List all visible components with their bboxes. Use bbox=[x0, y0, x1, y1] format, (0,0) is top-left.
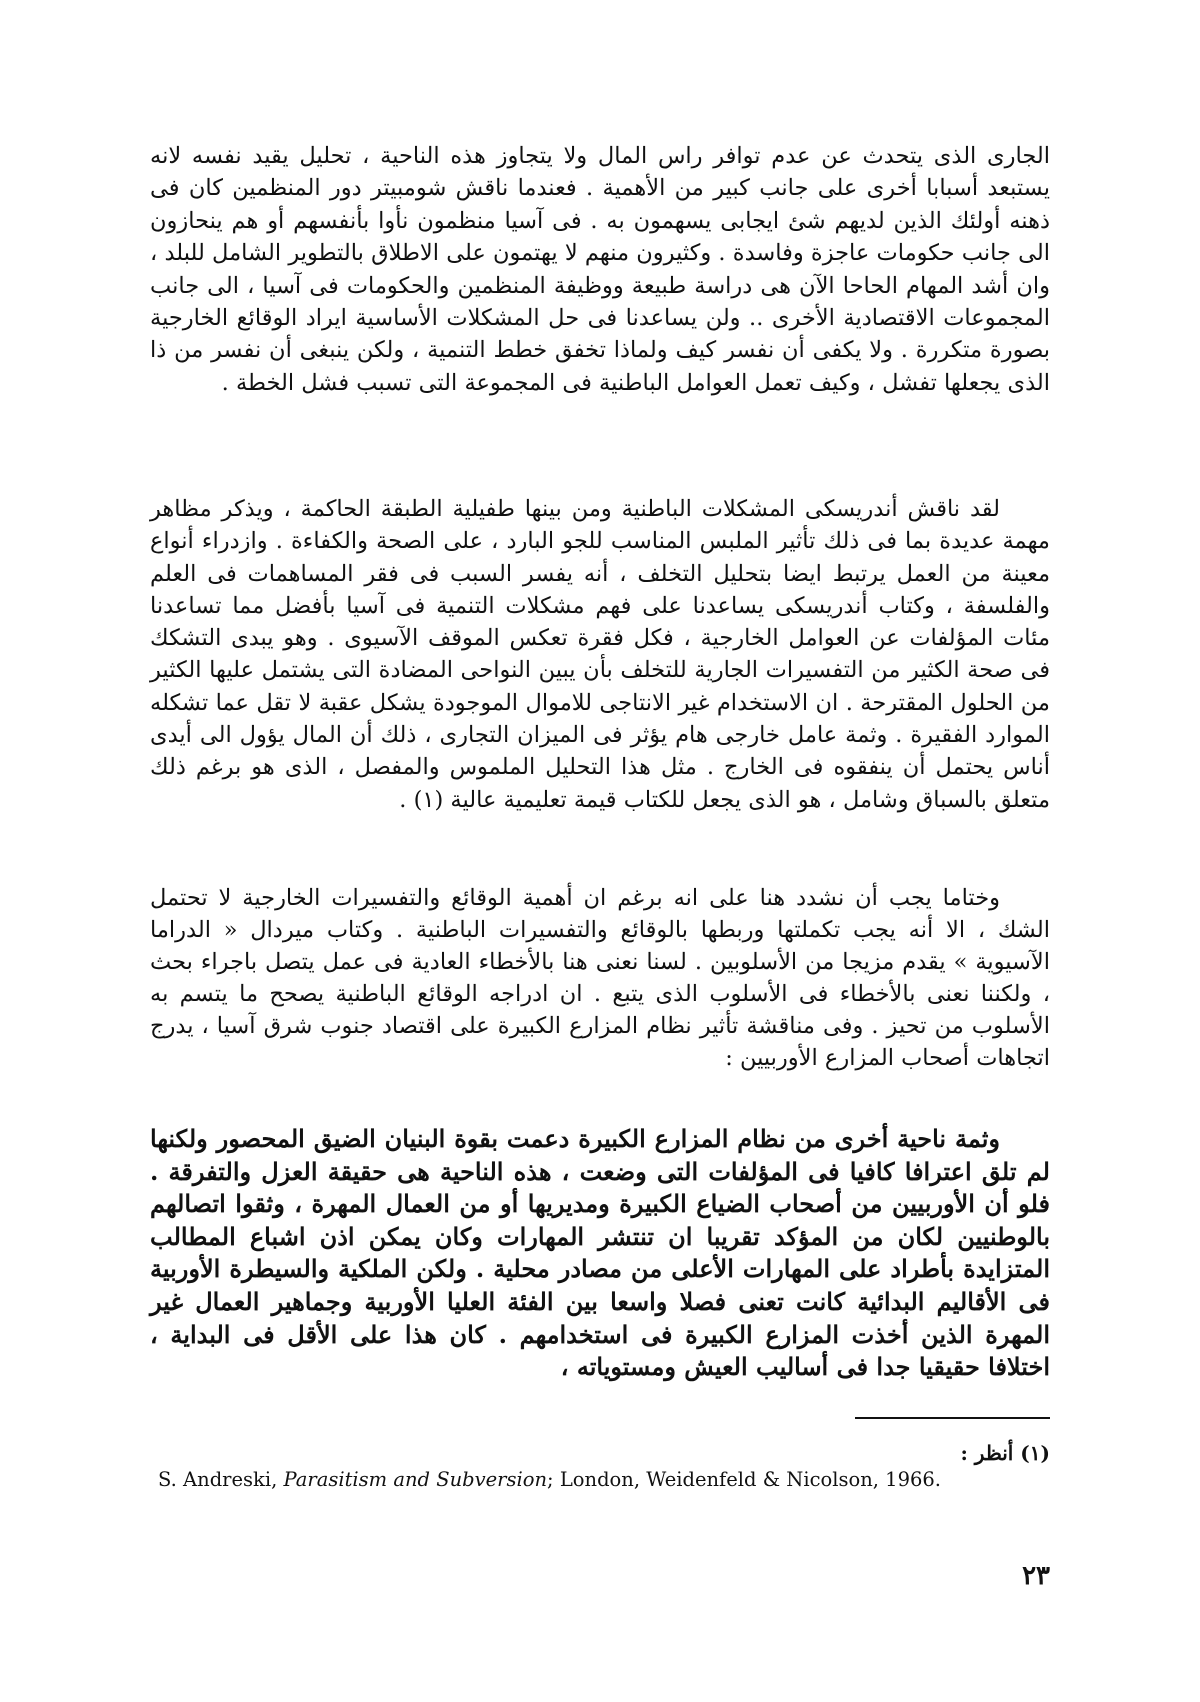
paragraph-3: وختاما يجب أن نشدد هنا على انه برغم ان أهمية الوقائع والتفسيرات الخارجية لا تحتمل الشك ، الا أنه يجب تكملتها وربطها بالوقائع والتفسيرات الباطنية . وكتاب ميردال « الدراما الآسيوية » يقدم مزيجا من الأسلوبين . لسنا نعنى هنا بالأخطاء العادية فى عمل يتصل باجراء بحث ، ولكننا نعنى بالأخطاء فى الأسلوب الذى يتبع . ان ادراجه الوقائع الباطنية يصحح ما يتسم به الأسلوب من تحيز . وفى مناقشة تأثير نظام المزارع الكبيرة على اقتصاد جنوب شرق آسيا ، يدرج اتجاهات أصحاب المزارع الأوربيين : bbox=[150, 885, 1050, 1071]
footnote-label: (١) أنظر : bbox=[960, 1441, 1050, 1465]
paragraph-2: لقد ناقش أندريسكى المشكلات الباطنية ومن بينها طفيلية الطبقة الحاكمة ، ويذكر مظاهر مهمة عديدة بما فى ذلك تأثير الملبس المناسب للجو البارد ، على الصحة والكفاءة . وازدراء أنواع معينة من العمل يرتبط ايضا بتحليل التخلف ، أنه يفسر السبب فى فقر المساهمات فى العلم والفلسفة ، وكتاب أندريسكى يساعدنا على فهم مشكلات التنمية فى آسيا بأفضل مما تساعدنا مئات المؤلفات عن العوامل الخارجية ، فكل فقرة تعكس الموقف الآسيوى . وهو يبدى التشكك فى صحة الكثير من التفسيرات الجارية للتخلف بأن يبين النواحى المضادة التى يشتمل عليها الكثير من الحلول المقترحة . ان الاستخدام غير الانتاجى للاموال الموجودة يشكل عقبة لا تقل عما تشكله الموارد الفقيرة . وثمة عامل خارجى هام يؤثر فى الميزان التجارى ، ذلك أن المال يؤول الى أيدى أناس يحتمل أن ينفقوه فى الخارج . مثل هذا التحليل الملموس والمفصل ، الذى هو برغم ذلك متعلق بالسباق وشامل ، هو الذى يجعل للكتاب قيمة تعليمية عالية (١) . bbox=[150, 496, 1050, 813]
page-number: ٢٣ bbox=[1022, 1561, 1050, 1591]
paragraph-1: الجارى الذى يتحدث عن عدم توافر راس المال ولا يتجاوز هذه الناحية ، تحليل يقيد نفسه لانه يستبعد أسبابا أخرى على جانب كبير من الأهمية . فعندما ناقش شومبيتر دور المنظمين كان فى ذهنه أولئك الذين لديهم شئ ايجابى يسهمون به . فى آسيا منظمون نأوا بأنفسهم أو هم ينحازون الى جانب حكومات عاجزة وفاسدة . وكثيرون منهم لا يهتمون على الاطلاق بالتطوير الشامل للبلد ، وان أشد المهام الحاحا الآن هى دراسة طبيعة ووظيفة المنظمين والحكومات فى آسيا ، الى جانب المجموعات الاقتصادية الأخرى .. ولن يساعدنا فى حل المشكلات الأساسية ايراد الوقائع الخارجية بصورة متكررة . ولا يكفى أن نفسر كيف ولماذا تخفق خطط التنمية ، ولكن ينبغى أن نفسر من ذا الذى يجعلها تفشل ، وكيف تعمل العوامل الباطنية فى المجموعة التى تسبب فشل الخطة . bbox=[150, 143, 1050, 396]
footnote-title: Parasitism and Subversion bbox=[283, 1468, 548, 1491]
footnote-author: S. Andreski, bbox=[158, 1468, 278, 1491]
footnote-reference bbox=[158, 1468, 982, 1492]
footnote-publisher: ; London, Weidenfeld & Nicolson, 1966. bbox=[547, 1468, 942, 1491]
quoted-passage: وثمة ناحية أخرى من نظام المزارع الكبيرة دعمت بقوة البنيان الضيق المحصور ولكنها لم تلق اعترافا كافيا فى المؤلفات التى وضعت ، هذه الناحية هى حقيقة العزل والتفرقة . فلو أن الأوربيين من أصحاب الضياع الكبيرة ومديريها أو من العمال المهرة ، وثقوا اتصالهم بالوطنيين لكان من المؤكد تقريبا ان تنتشر المهارات وكان يمكن اذن اشباع المطالب المتزايدة بأطراد على المهارات الأعلى من مصادر محلية . ولكن الملكية والسيطرة الأوربية فى الأقاليم البدائية كانت تعنى فصلا واسعا بين الفئة العليا الأوربية وجماهير العمال غير المهرة الذين أخذت المزارع الكبيرة فى استخدامهم . كان هذا على الأقل فى البداية ، اختلافا حقيقيا جدا فى أساليب العيش ومستوياته ، bbox=[150, 1124, 1051, 1382]
footnote-separator bbox=[855, 1417, 1050, 1419]
